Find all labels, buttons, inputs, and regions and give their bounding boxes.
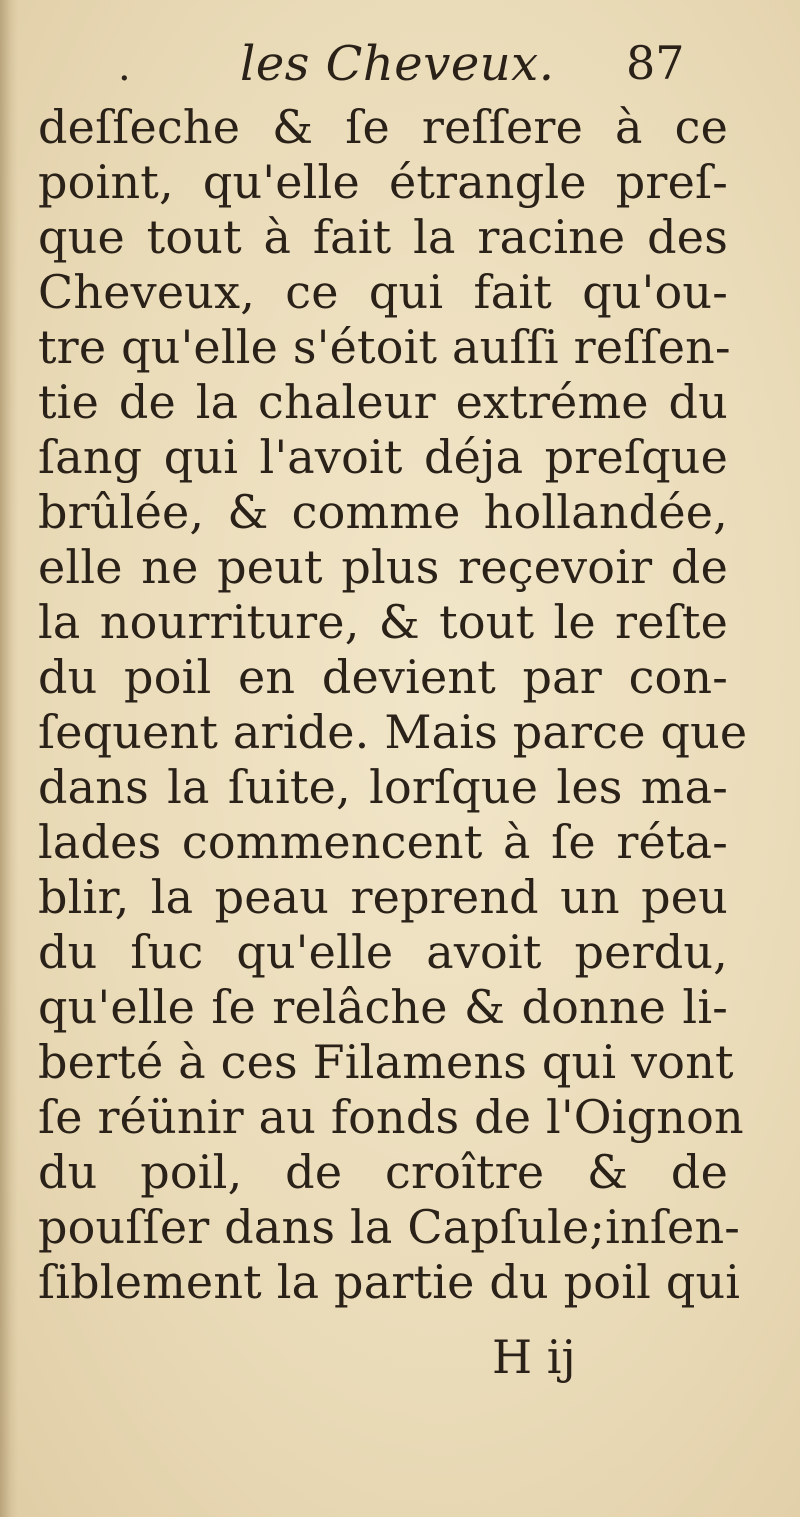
text-line: berté à ces Filamens qui vont xyxy=(38,1035,734,1089)
text-line: point, qu'elle étrangle preſ- xyxy=(38,155,728,209)
spine-shadow xyxy=(0,0,18,1517)
text-line: qu'elle ſe relâche & donne li- xyxy=(38,980,728,1034)
text-line: du ſuc qu'elle avoit perdu, xyxy=(38,925,728,979)
text-line: ſe réünir au fonds de l'Oignon xyxy=(38,1090,744,1144)
text-line: elle ne peut plus reçevoir de xyxy=(38,540,728,594)
text-line: du poil en devient par con- xyxy=(38,650,728,704)
text-line: tie de la chaleur extréme du xyxy=(38,375,728,429)
text-line: Cheveux, ce qui fait qu'ou- xyxy=(38,265,728,319)
text-line: la nourriture, & tout le reſte xyxy=(38,595,728,649)
text-line: ſang qui l'avoit déja preſque xyxy=(38,430,728,484)
body-text xyxy=(38,100,748,1310)
running-head xyxy=(0,36,800,106)
text-line: ſequent aride. Mais parce que xyxy=(38,705,748,759)
header-mark: · xyxy=(118,56,131,102)
running-title: les Cheveux. xyxy=(240,36,555,92)
text-line: blir, la peau reprend un peu xyxy=(38,870,728,924)
text-line: dans la ſuite, lorſque les ma- xyxy=(38,760,728,814)
text-line: pouſſer dans la Capſule;inſen- xyxy=(38,1200,741,1254)
text-line: du poil, de croître & de xyxy=(38,1145,728,1199)
page-number: 87 xyxy=(626,36,685,90)
text-line: deſſeche & ſe reſſere à ce xyxy=(38,100,728,154)
text-line: brûlée, & comme hollandée, xyxy=(38,485,728,539)
text-line: tre qu'elle s'étoit auſſi reſſen- xyxy=(38,320,731,374)
text-line: que tout à fait la racine des xyxy=(38,210,728,264)
text-line: lades commencent à ſe réta- xyxy=(38,815,728,869)
signature-mark: H ij xyxy=(492,1330,576,1384)
text-line: ſiblement la partie du poil qui xyxy=(38,1255,741,1309)
